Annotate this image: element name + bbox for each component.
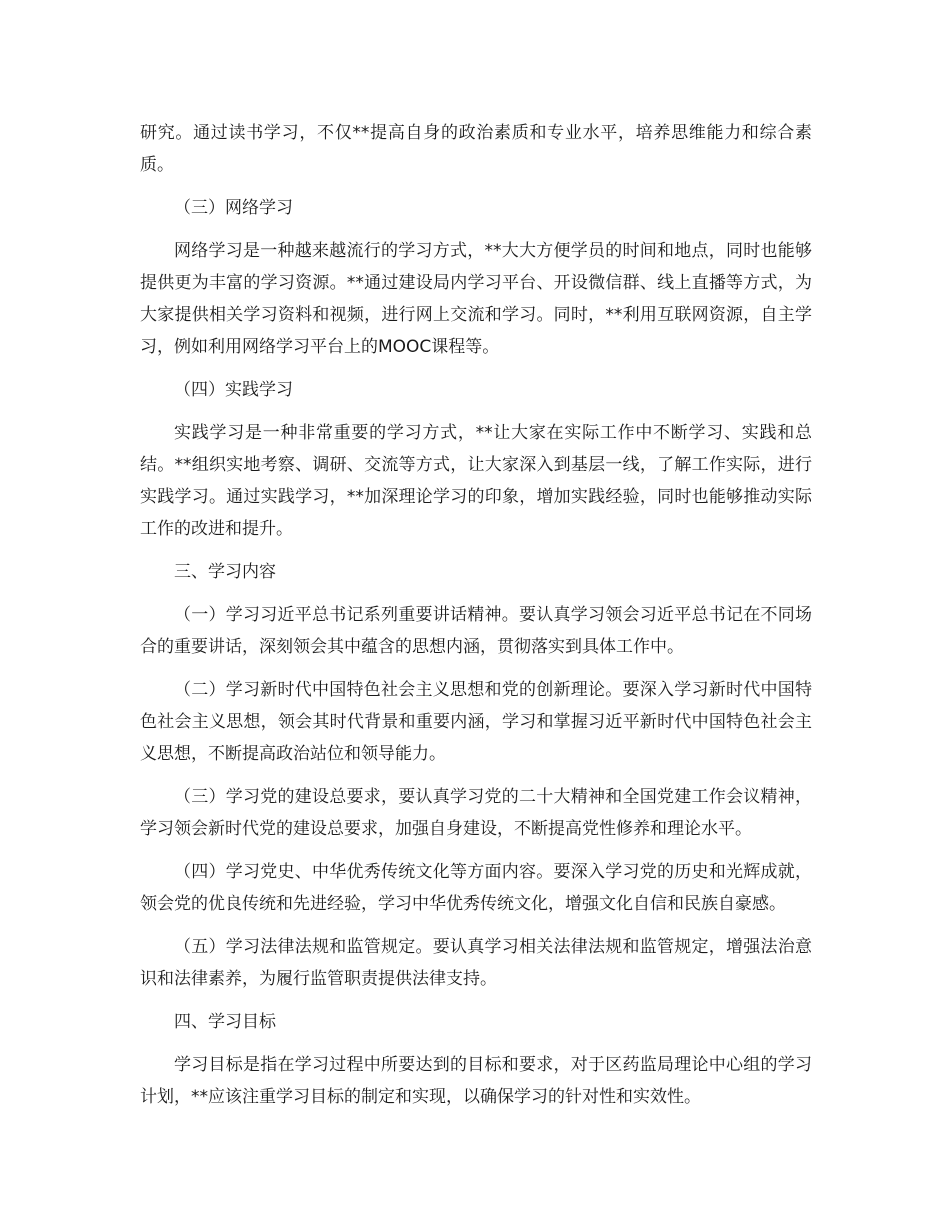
- paragraph-content-item-4: （四）学习党史、中华优秀传统文化等方面内容。要深入学习党的历史和光辉成就，领会党的优良传统和先进经验，学习中华优秀传统文化，增强文化自信和民族自豪感。: [140, 862, 812, 914]
- heading-practice-learning: （四）实践学习: [174, 380, 293, 400]
- paragraph-online-learning: 网络学习是一种越来越流行的学习方式，**大大方便学员的时间和地点，同时也能够提供更为丰富的学习资源。**通过建设局内学习平台、开设微信群、线上直播等方式，为大家提供相关学习资料和视频，进行网上交流和学习。同时，**利用互联网资源，自主学习，例如利用网络学习平台上的MOOC课程等。: [140, 241, 812, 357]
- paragraph-content-item-5: （五）学习法律法规和监管规定。要认真学习相关法律法规和监管规定，增强法治意识和法律素养，为履行监管职责提供法律支持。: [140, 937, 812, 989]
- paragraph-reading-continued: 研究。通过读书学习，不仅**提高自身的政治素质和专业水平，培养思维能力和综合素质。: [140, 123, 812, 175]
- paragraph-study-goals: 学习目标是指在学习过程中所要达到的目标和要求，对于区药监局理论中心组的学习计划，**应该注重学习目标的制定和实现，以确保学习的针对性和实效性。: [140, 1055, 812, 1107]
- heading-study-goals: 四、学习目标: [174, 1012, 276, 1032]
- paragraph-practice-learning: 实践学习是一种非常重要的学习方式，**让大家在实际工作中不断学习、实践和总结。**组织实地考察、调研、交流等方式，让大家深入到基层一线，了解工作实际，进行实践学习。通过实践学习，**加深理论学习的印象，增加实践经验，同时也能够推动实际工作的改进和提升。: [140, 423, 812, 539]
- paragraph-content-item-3: （三）学习党的建设总要求，要认真学习党的二十大精神和全国党建工作会议精神，学习领会新时代党的建设总要求，加强自身建设，不断提高党性修养和理论水平。: [140, 787, 812, 839]
- paragraph-content-item-2: （二）学习新时代中国特色社会主义思想和党的创新理论。要深入学习新时代中国特色社会主义思想，领会其时代背景和重要内涵，学习和掌握习近平新时代中国特色社会主义思想，不断提高政治站位和领导能力。: [140, 680, 812, 764]
- document-body: [140, 117, 812, 1124]
- heading-study-content: 三、学习内容: [174, 562, 276, 582]
- paragraph-content-item-1: （一）学习习近平总书记系列重要讲话精神。要认真学习领会习近平总书记在不同场合的重要讲话，深刻领会其中蕴含的思想内涵，贯彻落实到具体工作中。: [140, 605, 812, 657]
- heading-online-learning: （三）网络学习: [174, 198, 293, 218]
